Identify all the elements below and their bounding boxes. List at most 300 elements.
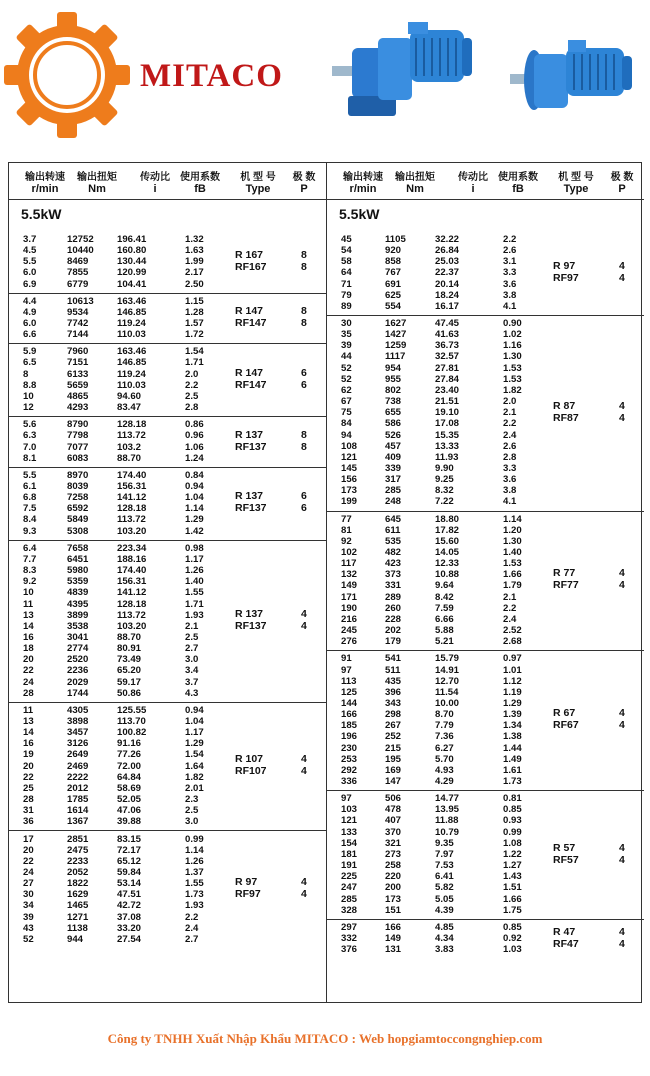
ratio: 7.59 [435, 602, 454, 614]
service-factor: 2.5 [185, 631, 199, 643]
pole-count: 8 [301, 428, 307, 441]
output-torque: 215 [385, 742, 402, 754]
table-row [9, 402, 229, 413]
service-factor: 2.8 [185, 402, 199, 414]
service-factor: 0.93 [503, 815, 522, 827]
service-factor: 1.08 [503, 837, 522, 849]
output-torque: 691 [385, 278, 402, 290]
service-factor: 1.99 [185, 256, 204, 268]
ratio: 9.90 [435, 462, 454, 474]
pole-count: 4 [619, 707, 625, 720]
table-row [9, 632, 229, 643]
output-speed: 8.8 [23, 379, 37, 391]
output-torque: 8970 [67, 469, 89, 481]
table-row [327, 396, 547, 407]
service-factor: 2.68 [503, 636, 522, 648]
table-row [327, 463, 547, 474]
service-factor: 1.37 [185, 866, 204, 878]
ratio: 128.18 [117, 598, 147, 610]
table-row [327, 558, 547, 569]
output-speed: 171 [341, 591, 358, 603]
service-factor: 0.85 [503, 921, 522, 933]
pole-count: 4 [619, 937, 625, 950]
table-row [9, 419, 229, 430]
output-speed: 16 [23, 738, 34, 750]
output-torque: 7798 [67, 430, 89, 442]
table-row [9, 783, 229, 794]
table-row [9, 267, 229, 278]
output-torque: 7658 [67, 542, 89, 554]
service-factor: 1.15 [185, 295, 204, 307]
table-row [9, 357, 229, 368]
service-factor: 0.92 [503, 932, 522, 944]
model-group [9, 343, 326, 417]
output-torque: 220 [385, 871, 402, 883]
table-row [327, 485, 547, 496]
output-speed: 8 [23, 368, 29, 380]
ratio: 15.79 [435, 653, 460, 665]
output-torque: 4293 [67, 402, 89, 414]
service-factor: 1.40 [185, 576, 204, 588]
service-factor: 3.8 [503, 485, 517, 497]
service-factor: 1.30 [503, 351, 522, 363]
ratio: 15.60 [435, 535, 460, 547]
ratio: 7.36 [435, 731, 454, 743]
output-torque: 1138 [67, 922, 88, 934]
ratio: 110.03 [117, 379, 146, 391]
table-row [327, 860, 547, 871]
output-speed: 8.4 [23, 514, 37, 526]
model-type-flange: RF67 [553, 719, 579, 732]
pole-count: 4 [301, 753, 307, 766]
pole-count: 4 [619, 925, 625, 938]
ratio: 104.41 [117, 278, 147, 290]
output-speed: 17 [23, 833, 34, 845]
ratio: 3.83 [435, 944, 454, 956]
table-row [327, 698, 547, 709]
output-torque: 478 [385, 804, 402, 816]
model-group [9, 416, 326, 468]
pole-count: 8 [301, 305, 307, 318]
output-speed: 276 [341, 636, 358, 648]
table-row [9, 677, 229, 688]
ratio: 146.85 [117, 357, 147, 369]
ratio: 160.80 [117, 245, 147, 257]
output-speed: 52 [341, 373, 352, 385]
ratio: 8.70 [435, 709, 454, 721]
ratio: 7.22 [435, 496, 454, 508]
service-factor: 1.06 [185, 441, 204, 453]
output-speed: 16 [23, 631, 34, 643]
output-speed: 102 [341, 547, 358, 559]
output-speed: 196 [341, 731, 358, 743]
output-speed: 6.6 [23, 329, 37, 341]
output-speed: 332 [341, 932, 358, 944]
pole-count: 8 [301, 248, 307, 261]
ratio: 9.35 [435, 837, 454, 849]
pole-count: 4 [301, 888, 307, 901]
model-group [327, 650, 644, 791]
service-factor: 4.3 [185, 687, 199, 699]
ratio: 12.33 [435, 558, 460, 570]
output-torque: 423 [385, 558, 402, 570]
table-row [327, 452, 547, 463]
output-torque: 526 [385, 429, 402, 441]
service-factor: 0.85 [503, 804, 522, 816]
ratio: 9.64 [435, 580, 454, 592]
service-factor: 1.29 [185, 738, 204, 750]
output-speed: 28 [23, 794, 34, 806]
ratio: 25.03 [435, 256, 460, 268]
table-row [327, 569, 547, 580]
output-speed: 132 [341, 569, 358, 581]
header-label: 机 型 号 [558, 172, 594, 183]
output-torque: 645 [385, 513, 402, 525]
ratio: 146.85 [117, 306, 147, 318]
pole-count: 4 [619, 853, 625, 866]
service-factor: 3.7 [185, 676, 199, 688]
ratio: 6.66 [435, 613, 454, 625]
output-torque: 131 [385, 944, 402, 956]
table-row [327, 905, 547, 916]
header-unit: r/min [349, 183, 377, 195]
ratio: 37.08 [117, 911, 142, 923]
service-factor: 1.19 [503, 686, 522, 698]
output-speed: 35 [341, 329, 352, 341]
ratio: 10.00 [435, 697, 460, 709]
output-torque: 2774 [67, 643, 89, 655]
ratio: 6.27 [435, 742, 454, 754]
output-speed: 13 [23, 715, 34, 727]
output-speed: 4.9 [23, 306, 37, 318]
output-torque: 407 [385, 815, 402, 827]
output-speed: 24 [23, 676, 34, 688]
power-rating: 5.5kW [21, 206, 62, 222]
service-factor: 2.4 [503, 429, 517, 441]
service-factor: 2.50 [185, 278, 204, 290]
model-group [9, 467, 326, 541]
pole-count: 4 [301, 765, 307, 778]
output-torque: 2052 [67, 866, 89, 878]
output-speed: 199 [341, 496, 358, 508]
ratio: 26.84 [435, 245, 460, 257]
service-factor: 2.6 [503, 245, 517, 257]
table-row [327, 653, 547, 664]
model-type-flange: RF147 [235, 378, 267, 391]
output-torque: 4839 [67, 587, 89, 599]
output-speed: 18 [23, 643, 34, 655]
table-row [9, 470, 229, 481]
output-torque: 285 [385, 485, 402, 497]
output-torque: 298 [385, 709, 402, 721]
service-factor: 1.79 [503, 580, 522, 592]
service-factor: 1.64 [185, 760, 204, 772]
ratio: 7.97 [435, 848, 454, 860]
table-row [9, 878, 229, 889]
ratio: 196.41 [117, 234, 147, 245]
output-torque: 5980 [67, 565, 89, 577]
ratio: 18.24 [435, 289, 460, 301]
service-factor: 1.22 [503, 848, 522, 860]
table-row [327, 256, 547, 267]
ratio: 4.29 [435, 776, 454, 788]
ratio: 73.49 [117, 654, 142, 666]
service-factor: 0.86 [185, 419, 204, 431]
service-factor: 0.94 [185, 480, 204, 492]
table-row [327, 720, 547, 731]
header-unit: P [300, 183, 308, 195]
output-torque: 1271 [67, 911, 89, 923]
ratio: 91.16 [117, 738, 142, 750]
table-row [9, 621, 229, 632]
ratio: 10.79 [435, 826, 460, 838]
service-factor: 2.0 [185, 368, 199, 380]
output-torque: 248 [385, 496, 402, 508]
service-factor: 1.14 [185, 844, 204, 856]
ratio: 110.03 [117, 329, 146, 341]
service-factor: 0.96 [185, 430, 204, 442]
output-speed: 11 [23, 598, 34, 610]
table-row [9, 430, 229, 441]
model-type: R 147 [235, 366, 264, 379]
table-row [9, 256, 229, 267]
output-torque: 149 [385, 932, 402, 944]
service-factor: 2.2 [503, 418, 517, 430]
table-row [9, 761, 229, 772]
header-label: 极 数 [292, 172, 316, 183]
output-speed: 253 [341, 753, 358, 765]
output-speed: 71 [341, 278, 352, 290]
model-type-flange: RF97 [235, 888, 261, 901]
ratio: 11.54 [435, 686, 459, 698]
output-torque: 370 [385, 826, 402, 838]
ratio: 15.35 [435, 429, 460, 441]
table-row [9, 296, 229, 307]
output-torque: 655 [385, 407, 402, 419]
output-torque: 2029 [67, 676, 89, 688]
output-torque: 2851 [67, 833, 89, 845]
output-speed: 149 [341, 580, 358, 592]
table-row [9, 554, 229, 565]
output-torque: 2236 [67, 665, 89, 677]
pole-count: 6 [301, 378, 307, 391]
service-factor: 1.66 [503, 893, 522, 905]
output-speed: 62 [341, 384, 352, 396]
output-speed: 67 [341, 396, 352, 408]
table-row [9, 329, 229, 340]
output-speed: 30 [341, 318, 352, 330]
header-unit: Nm [406, 183, 424, 195]
output-torque: 3898 [67, 715, 89, 727]
header-label: 传动比 [140, 172, 170, 183]
ratio: 27.84 [435, 373, 460, 385]
ratio: 47.51 [117, 889, 142, 901]
output-torque: 2520 [67, 654, 89, 666]
service-factor: 1.42 [185, 525, 204, 537]
service-factor: 3.3 [503, 267, 517, 279]
table-row [9, 834, 229, 845]
output-speed: 20 [23, 844, 34, 856]
ratio: 64.84 [117, 771, 142, 783]
header-label: 使用系数 [498, 172, 538, 183]
output-speed: 84 [341, 418, 352, 430]
service-factor: 1.54 [185, 749, 204, 761]
table-row [327, 815, 547, 826]
service-factor: 3.4 [185, 665, 199, 677]
ratio: 36.73 [435, 340, 460, 352]
output-torque: 2222 [67, 771, 89, 783]
service-factor: 1.71 [185, 598, 204, 610]
output-speed: 285 [341, 893, 358, 905]
output-torque: 1627 [385, 318, 407, 330]
output-speed: 22 [23, 665, 34, 677]
output-speed: 6.9 [23, 278, 37, 290]
ratio: 11.88 [435, 815, 459, 827]
service-factor: 2.4 [503, 613, 517, 625]
output-speed: 6.0 [23, 318, 37, 330]
table-row [9, 391, 229, 402]
table-row [327, 603, 547, 614]
output-speed: 117 [341, 558, 357, 570]
table-row [9, 543, 229, 554]
output-speed: 94 [341, 429, 352, 441]
table-row [327, 871, 547, 882]
service-factor: 1.66 [503, 569, 522, 581]
output-speed: 292 [341, 764, 358, 776]
table-row [327, 351, 547, 362]
ratio: 6.41 [435, 871, 454, 883]
output-speed: 245 [341, 625, 358, 637]
output-speed: 156 [341, 474, 358, 486]
output-speed: 8.1 [23, 452, 37, 464]
output-torque: 5308 [67, 525, 89, 537]
service-factor: 1.51 [503, 882, 522, 894]
output-torque: 738 [385, 396, 402, 408]
ratio: 33.20 [117, 922, 142, 934]
model-type-flange: RF147 [235, 317, 267, 330]
model-type-flange: RF97 [553, 272, 579, 285]
table-row [9, 794, 229, 805]
header-unit: Type [245, 183, 271, 195]
ratio: 125.55 [117, 704, 147, 716]
service-factor: 2.2 [503, 234, 517, 245]
output-speed: 166 [341, 709, 358, 721]
output-speed: 30 [23, 889, 34, 901]
output-speed: 20 [23, 654, 34, 666]
model-type: R 137 [235, 428, 264, 441]
table-row [327, 793, 547, 804]
output-speed: 328 [341, 904, 358, 916]
table-row [9, 565, 229, 576]
output-speed: 144 [341, 697, 358, 709]
service-factor: 2.1 [503, 407, 517, 419]
output-torque: 12752 [67, 234, 94, 245]
service-factor: 3.0 [185, 654, 199, 666]
ratio: 103.20 [117, 620, 147, 632]
output-speed: 28 [23, 687, 34, 699]
output-speed: 125 [341, 686, 358, 698]
output-torque: 541 [385, 653, 402, 665]
table-row [327, 894, 547, 905]
ratio: 14.91 [435, 664, 460, 676]
ratio: 83.15 [117, 833, 142, 845]
model-group [9, 702, 326, 832]
output-torque: 151 [385, 904, 402, 916]
table-row [9, 526, 229, 537]
output-torque: 289 [385, 591, 402, 603]
ratio: 119.24 [117, 368, 146, 380]
service-factor: 2.3 [185, 794, 199, 806]
table-row [327, 765, 547, 776]
service-factor: 3.3 [503, 462, 517, 474]
service-factor: 1.57 [185, 318, 204, 330]
power-rating: 5.5kW [339, 206, 380, 222]
service-factor: 1.53 [503, 362, 522, 374]
ratio: 18.80 [435, 513, 460, 525]
output-speed: 145 [341, 462, 358, 474]
output-torque: 331 [385, 580, 402, 592]
output-torque: 409 [385, 451, 402, 463]
table-row [9, 867, 229, 878]
service-factor: 3.8 [503, 289, 517, 301]
output-torque: 1367 [67, 816, 89, 828]
ratio: 163.46 [117, 346, 147, 358]
table-row [9, 923, 229, 934]
ratio: 174.40 [117, 565, 147, 577]
service-factor: 2.1 [185, 620, 199, 632]
table-row [9, 318, 229, 329]
service-factor: 2.8 [503, 451, 517, 463]
service-factor: 1.24 [185, 452, 204, 464]
header-label: 输出转速 [343, 172, 383, 183]
service-factor: 1.82 [185, 771, 204, 783]
table-row [327, 592, 547, 603]
header-unit: P [618, 183, 626, 195]
output-torque: 7151 [67, 357, 89, 369]
model-type: R 137 [235, 607, 264, 620]
output-speed: 173 [341, 485, 358, 497]
service-factor: 1.02 [503, 329, 522, 341]
service-factor: 4.1 [503, 496, 517, 508]
model-type-flange: RF57 [553, 853, 579, 866]
output-torque: 6133 [67, 368, 89, 380]
output-speed: 64 [341, 267, 352, 279]
table-row [327, 580, 547, 591]
output-torque: 9534 [67, 306, 89, 318]
service-factor: 0.98 [185, 542, 204, 554]
service-factor: 1.28 [185, 306, 204, 318]
output-speed: 9.2 [23, 576, 37, 588]
ratio: 223.34 [117, 542, 147, 554]
model-group [9, 231, 326, 294]
header-unit: fB [194, 183, 206, 195]
output-speed: 11 [23, 704, 34, 716]
model-type: R 77 [553, 567, 576, 580]
table-row [327, 496, 547, 507]
ratio: 10.88 [435, 569, 460, 581]
table-row [327, 525, 547, 536]
output-speed: 185 [341, 720, 358, 732]
ratio: 72.00 [117, 760, 142, 772]
output-torque: 169 [385, 764, 402, 776]
ratio: 5.21 [435, 636, 454, 648]
output-speed: 92 [341, 535, 352, 547]
service-factor: 1.49 [503, 753, 522, 765]
header-label: 极 数 [610, 172, 634, 183]
right-table-half [327, 163, 644, 1002]
table-row [327, 687, 547, 698]
output-torque: 267 [385, 720, 402, 732]
